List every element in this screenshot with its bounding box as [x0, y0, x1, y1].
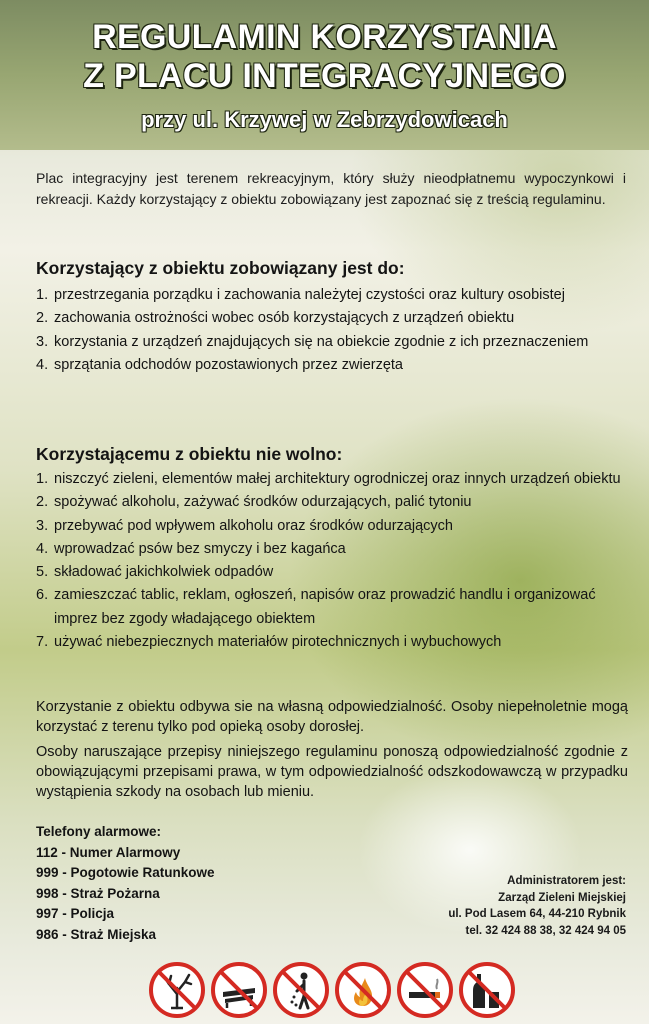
intro-text: Plac integracyjny jest terenem rekreacyjnym, który służy nieodpłatnemu wypoczynkowi i rekreacji. Każdy korzystający z obiektu zobowiązany jest zapoznać się z treścią regulaminu. — [36, 170, 626, 207]
no-fire-icon — [335, 962, 391, 1018]
no-alcohol-icon — [459, 962, 515, 1018]
list-item: 2. zachowania ostrożności wobec osób korzystających z urządzeń obiektu — [36, 310, 515, 327]
list-item: 3. przebywać pod wpływem alkoholu oraz środków odurzających — [36, 517, 453, 534]
admin-line3: ul. Pod Lasem 64, 44-210 Rybnik — [448, 908, 626, 920]
prohibition-icons — [0, 962, 649, 1022]
list-item: 1. przestrzegania porządku i zachowania należytej czystości oraz kultury osobistej — [36, 287, 565, 303]
list-item: 2. spożywać alkoholu, zażywać środków odurzających, palić tytoniu — [36, 494, 472, 511]
list-item: 7. używać niebezpiecznych materiałów pirotechnicznych i wybuchowych — [36, 634, 502, 651]
prohibitions-list — [36, 468, 636, 654]
no-littering-icon — [273, 962, 329, 1018]
list-item: 1. niszczyć zieleni, elementów małej architektury ogrodniczej oraz innych urządzeń obiektu — [36, 471, 621, 487]
phone-item: 986 - Straż Miejska — [36, 926, 157, 942]
responsibility-text: Korzystanie z obiektu odbywa sie na własną odpowiedzialność. Osoby niepełnoletnie mogą korzystać z terenu tylko pod opieką osoby dorosłej. — [36, 699, 628, 735]
phone-item: 999 - Pogotowie Ratunkowe — [36, 865, 215, 880]
title-line2: Z PLACU INTEGRACYJNEGO — [83, 57, 566, 95]
list-item: 4. wprowadzać psów bez smyczy i bez kagańca — [36, 540, 346, 557]
title-line1: REGULAMIN KORZYSTANIA — [92, 18, 557, 56]
admin-line1: Administratorem jest: — [507, 875, 626, 887]
list-item: 3. korzystania z urządzeń znajdujących się na obiekcie zgodnie z ich przeznaczeniem — [36, 333, 589, 350]
prohibitions-heading: Korzystającemu z obiektu nie wolno: — [36, 444, 343, 464]
admin-line2: Zarząd Zieleni Miejskiej — [498, 891, 626, 904]
list-item: 5. składować jakichkolwiek odpadów — [36, 564, 274, 581]
emergency-phones — [36, 822, 296, 945]
administrator-info — [400, 873, 626, 939]
obligations-heading: Korzystający z obiektu zobowiązany jest do: — [36, 258, 405, 278]
no-bench-damage-icon — [211, 962, 267, 1018]
liability-text: Osoby naruszające przepisy niniejszego regulaminu ponoszą odpowiedzialność zgodnie z obowiązującymi przepisami prawa, w tym odpowiedzialność odszkodowawczą w przypadku wystąpienia szkody na osobach lub mieniu. — [36, 744, 628, 800]
phones-heading: Telefony alarmowe: — [36, 824, 162, 839]
admin-line4: tel. 32 424 88 38, 32 424 94 05 — [465, 924, 626, 937]
list-item: 6. zamieszczać tablic, reklam, ogłoszeń, napisów oraz prowadzić handlu i organizować imprez bez zgody władającego obiektem — [36, 587, 596, 627]
phone-item: 998 - Straż Pożarna — [36, 885, 160, 901]
phone-item: 997 - Policja — [36, 906, 115, 921]
obligations-list — [36, 284, 636, 377]
subtitle: przy ul. Krzywej w Zebrzydowicach — [141, 107, 508, 132]
list-item: 4. sprzątania odchodów pozostawionych przez zwierzęta — [36, 356, 403, 373]
no-tree-damage-icon — [149, 962, 205, 1018]
phone-item: 112 - Numer Alarmowy — [36, 844, 181, 860]
no-smoking-icon — [397, 962, 453, 1018]
